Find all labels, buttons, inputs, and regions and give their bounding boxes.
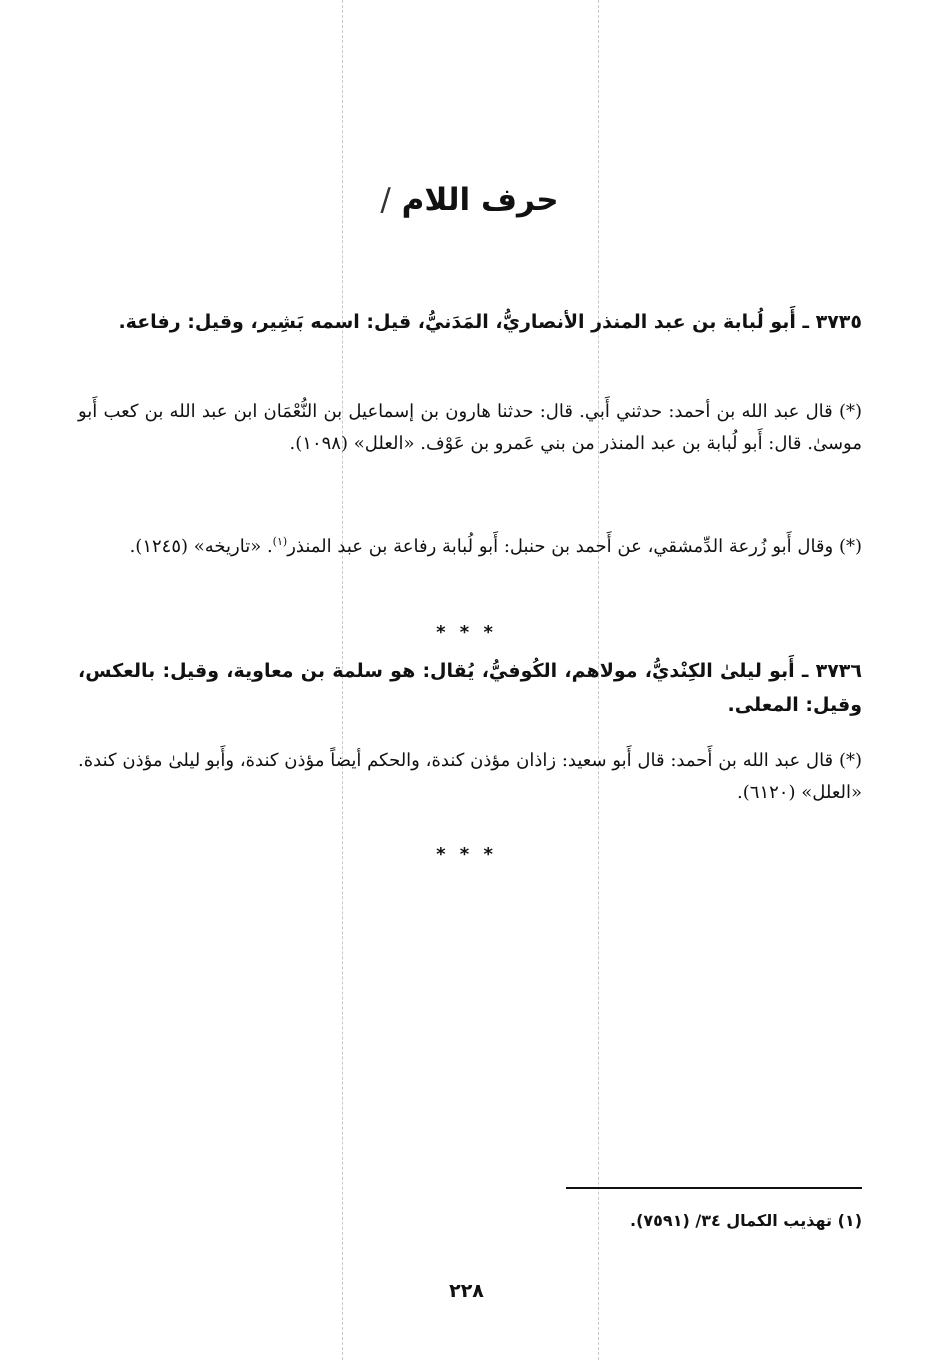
paragraph-text: (*) وقال أَبو زُرعة الدِّمشقي، عن أَحمد بن حنبل: أَبو لُبابة رفاعة بن عبد المنذر <box>287 536 862 557</box>
heading-text: حرف اللام <box>401 182 559 218</box>
footnote-divider <box>566 1187 862 1189</box>
paragraph: (*) قال عبد الله بن أحمد: حدثني أَبي. قال: حدثنا هارون بن إسماعيل بن النُّعْمَان ابن عبد الله بن كعب أَبو موسىٰ. قال: أَبو لُبابة بن عبد المنذر من بني عَمرو بن عَوْف. «العلل» (١٠٩٨). <box>78 401 862 454</box>
entry-3735 <box>78 305 862 339</box>
paragraph-tail: . «تاريخه» (١٢٤٥). <box>129 536 273 557</box>
page-heading <box>0 182 933 218</box>
entry-title: ٣٧٣٥ ـ أَبو لُبابة بن عبد المنذر الأنصاريُّ، المَدَنيُّ، قيل: اسمه بَشِير، وقيل: رفاعة. <box>118 311 862 333</box>
entry-3735-paragraph-1 <box>78 396 862 460</box>
entry-3736-paragraph-1 <box>78 745 862 809</box>
section-separator: * * * <box>436 844 497 865</box>
page-number: ٢٢٨ <box>449 1280 484 1302</box>
paragraph: (*) قال عبد الله بن أَحمد: قال أَبو سعيد: زاذان مؤذن كندة، والحكم أيضاً مؤذن كندة، وأَبو ليلىٰ مؤذن كندة. «العلل» (٦١٢٠). <box>78 750 863 803</box>
paragraph <box>78 526 862 563</box>
entry-title: ٣٧٣٦ ـ أَبو ليلىٰ الكِنْديُّ، مولاهم، الكُوفيُّ، يُقال: هو سلمة بن معاوية، وقيل: بالعكس، وقيل: المعلى. <box>78 660 862 716</box>
entry-3736 <box>78 654 862 722</box>
slash-mark-icon: / <box>380 182 391 218</box>
entry-3735-paragraph-2 <box>78 526 862 563</box>
footnote: (١) تهذيب الكمال ٣٤/ (٧٥٩١). <box>630 1211 862 1230</box>
footnote-ref[interactable]: (١) <box>272 535 288 548</box>
section-separator: * * * <box>436 622 497 643</box>
